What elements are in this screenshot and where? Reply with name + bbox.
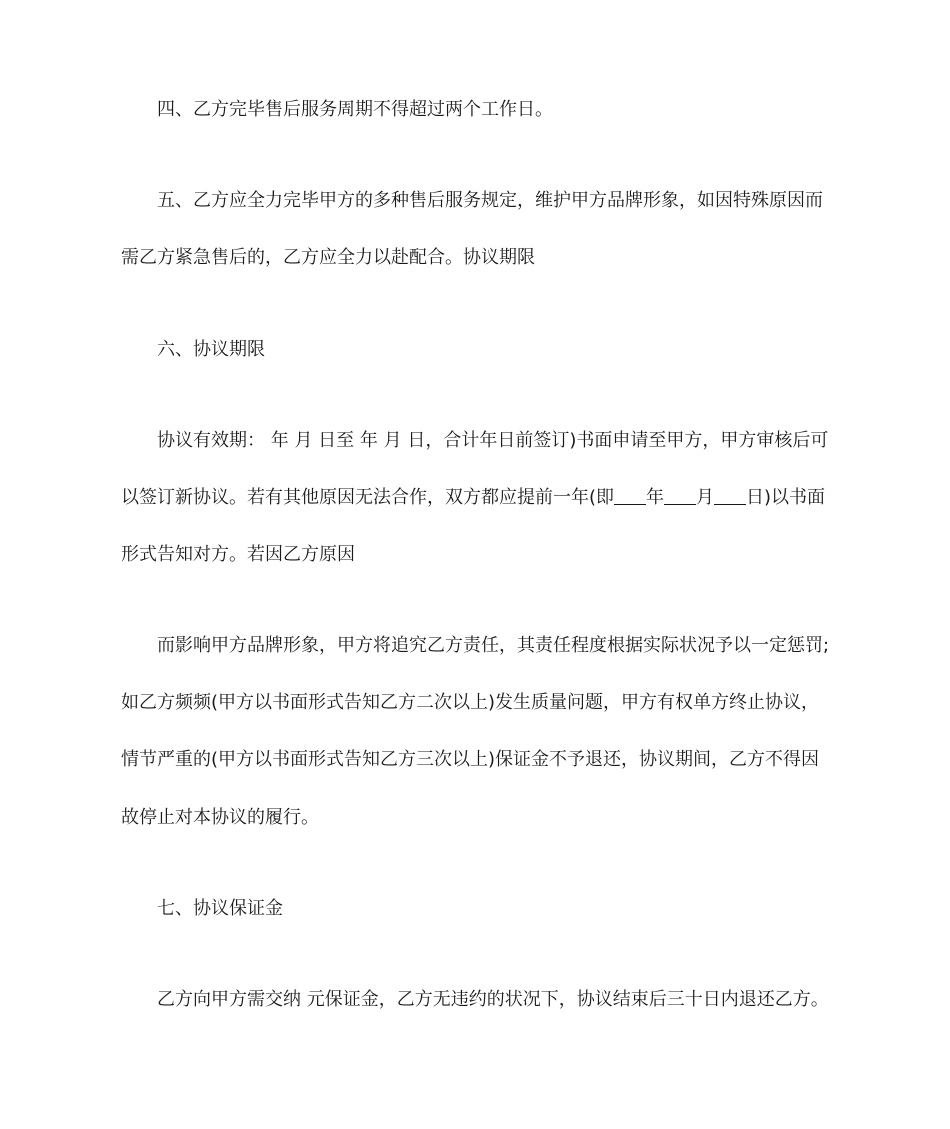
clause-4: 四、乙方完毕售后服务周期不得超过两个工作日。 (157, 99, 553, 120)
term-line-1: 协议有效期： 年 月 日至 年 月 日，合计年日前签订)书面申请至甲方，甲方审核后可 (157, 430, 829, 451)
penalty-line-3: 情节严重的(甲方以书面形式告知乙方三次以上)保证金不予退还，协议期间，乙方不得因 (121, 749, 820, 770)
deposit-line: 乙方向甲方需交纳 元保证金，乙方无违约的状况下，协议结束后三十日内退还乙方。 (157, 989, 829, 1010)
penalty-line-2: 如乙方频频(甲方以书面形式告知乙方二次以上)发生质量问题，甲方有权单方终止协议， (121, 692, 820, 713)
term-line-2 (121, 486, 825, 510)
blank-line (714, 486, 746, 505)
blank-line (614, 486, 646, 505)
clause-5-line-1: 五、乙方应全力完毕甲方的多种售后服务规定，维护甲方品牌形象，如因特殊原因而 (157, 190, 823, 211)
term-line-3: 形式告知对方。若因乙方原因 (121, 544, 355, 565)
clause-6-heading: 六、协议期限 (157, 339, 265, 360)
penalty-line-1: 而影响甲方品牌形象，甲方将追究乙方责任，其责任程度根据实际状况予以一定惩罚; (157, 635, 830, 656)
term-line-2-day: 日)以书面 (746, 487, 826, 508)
term-line-2-year: 年 (646, 487, 665, 508)
clause-7-heading: 七、协议保证金 (157, 898, 283, 919)
clause-5-line-2: 需乙方紧急售后的，乙方应全力以赴配合。协议期限 (121, 247, 535, 268)
term-line-2-month: 月 (696, 487, 715, 508)
term-line-2-part1: 以签订新协议。若有其他原因无法合作，双方都应提前一年(即 (121, 487, 615, 508)
blank-line (664, 486, 696, 505)
penalty-line-4: 故停止对本协议的履行。 (121, 807, 319, 828)
